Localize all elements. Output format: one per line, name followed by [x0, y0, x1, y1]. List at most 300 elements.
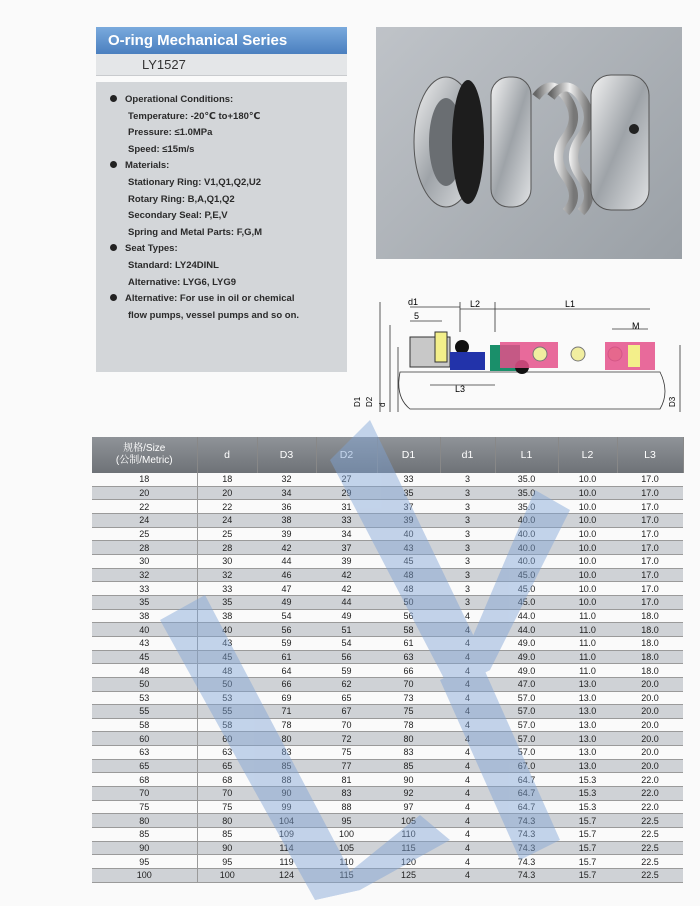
table-cell: 32: [197, 568, 257, 582]
table-cell: 4: [440, 691, 495, 705]
table-cell: 75: [197, 800, 257, 814]
table-row: [92, 595, 683, 609]
spec-panel: [96, 82, 347, 372]
table-cell: 53: [92, 691, 197, 705]
table-cell: 60: [92, 732, 197, 746]
table-cell: 99: [257, 800, 316, 814]
table-cell: 22.0: [617, 787, 683, 801]
table-cell: 92: [377, 787, 440, 801]
label-m: M: [632, 321, 640, 331]
product-photo: [376, 27, 682, 259]
table-row: [92, 473, 683, 486]
table-cell: 4: [440, 732, 495, 746]
table-cell: 35: [377, 486, 440, 500]
table-cell: 45.0: [495, 582, 558, 596]
table-cell: 57.0: [495, 732, 558, 746]
table-cell: 15.7: [558, 841, 617, 855]
table-cell: 73: [377, 691, 440, 705]
table-cell: 47.0: [495, 677, 558, 691]
table-cell: 83: [316, 787, 377, 801]
spec-text: Rotary Ring: B,A,Q1,Q2: [128, 193, 235, 205]
table-cell: 48: [377, 582, 440, 596]
table-cell: 37: [377, 500, 440, 514]
table-cell: 80: [92, 814, 197, 828]
table-cell: 4: [440, 718, 495, 732]
col-D1: D1: [377, 437, 440, 473]
table-cell: 4: [440, 746, 495, 760]
table-cell: 13.0: [558, 677, 617, 691]
table-cell: 51: [316, 623, 377, 637]
table-cell: 35.0: [495, 486, 558, 500]
table-cell: 74.3: [495, 814, 558, 828]
spec-text: Materials:: [125, 160, 170, 172]
table-cell: 24: [197, 513, 257, 527]
table-cell: 22.5: [617, 855, 683, 869]
table-row: [92, 828, 683, 842]
table-cell: 22.0: [617, 773, 683, 787]
table-cell: 105: [377, 814, 440, 828]
table-cell: 20.0: [617, 732, 683, 746]
col-D2: D2: [316, 437, 377, 473]
table-cell: 32: [257, 473, 316, 486]
table-cell: 17.0: [617, 582, 683, 596]
seal-photo-illustration: [376, 27, 682, 259]
table-cell: 13.0: [558, 746, 617, 760]
table-cell: 57.0: [495, 718, 558, 732]
spec-text: flow pumps, vessel pumps and so on.: [128, 309, 300, 321]
table-cell: 4: [440, 800, 495, 814]
label-5: 5: [414, 311, 420, 321]
table-cell: 4: [440, 759, 495, 773]
bullet-icon: [110, 244, 117, 251]
table-cell: 46: [257, 568, 316, 582]
table-cell: 20: [92, 486, 197, 500]
table-cell: 27: [316, 473, 377, 486]
table-cell: 90: [92, 841, 197, 855]
table-row: [92, 855, 683, 869]
table-cell: 64.7: [495, 800, 558, 814]
table-cell: 72: [316, 732, 377, 746]
table-cell: 50: [92, 677, 197, 691]
table-cell: 33: [377, 473, 440, 486]
table-cell: 24: [92, 513, 197, 527]
spec-line: [110, 225, 347, 242]
table-cell: 4: [440, 677, 495, 691]
table-cell: 48: [377, 568, 440, 582]
table-cell: 25: [197, 527, 257, 541]
table-cell: 49: [316, 609, 377, 623]
table-cell: 110: [377, 828, 440, 842]
table-cell: 11.0: [558, 650, 617, 664]
table-cell: 90: [257, 787, 316, 801]
table-row: [92, 527, 683, 541]
table-cell: 45: [377, 554, 440, 568]
spec-text: Speed: ≤15m/s: [128, 143, 195, 155]
spec-text: Alternative: LYG6, LYG9: [128, 276, 237, 288]
spec-line: [110, 125, 347, 142]
table-cell: 18.0: [617, 623, 683, 637]
table-cell: 57.0: [495, 691, 558, 705]
table-cell: 40.0: [495, 541, 558, 555]
spec-text: Temperature: -20℃ to+180℃: [128, 110, 261, 122]
table-cell: 15.3: [558, 787, 617, 801]
table-cell: 48: [92, 664, 197, 678]
table-cell: 49.0: [495, 650, 558, 664]
table-cell: 78: [377, 718, 440, 732]
table-row: [92, 677, 683, 691]
table-cell: 67.0: [495, 759, 558, 773]
table-row: [92, 541, 683, 555]
table-cell: 70: [197, 787, 257, 801]
col-D3: D3: [257, 437, 316, 473]
table-cell: 33: [316, 513, 377, 527]
table-cell: 10.0: [558, 541, 617, 555]
table-cell: 10.0: [558, 527, 617, 541]
table-cell: 33: [197, 582, 257, 596]
table-cell: 17.0: [617, 473, 683, 486]
table-cell: 22.5: [617, 841, 683, 855]
table-cell: 78: [257, 718, 316, 732]
table-cell: 20.0: [617, 691, 683, 705]
table-cell: 80: [257, 732, 316, 746]
table-row: [92, 513, 683, 527]
spec-line: [110, 92, 347, 109]
table-cell: 61: [257, 650, 316, 664]
table-cell: 74.3: [495, 869, 558, 883]
table-cell: 3: [440, 473, 495, 486]
table-row: [92, 869, 683, 883]
table-cell: 90: [197, 841, 257, 855]
table-cell: 88: [316, 800, 377, 814]
table-cell: 49.0: [495, 664, 558, 678]
table-cell: 43: [197, 636, 257, 650]
table-cell: 80: [377, 732, 440, 746]
spec-text: Seat Types:: [125, 243, 178, 255]
spec-line: [110, 142, 347, 159]
table-cell: 40: [92, 623, 197, 637]
table-cell: 18.0: [617, 636, 683, 650]
table-cell: 35: [197, 595, 257, 609]
table-cell: 48: [197, 664, 257, 678]
table-cell: 18.0: [617, 650, 683, 664]
table-cell: 4: [440, 650, 495, 664]
table-cell: 71: [257, 705, 316, 719]
col-size: [92, 437, 197, 473]
table-cell: 15.3: [558, 800, 617, 814]
label-D1: D1: [353, 396, 362, 407]
table-cell: 40: [197, 623, 257, 637]
table-row: [92, 800, 683, 814]
table-cell: 77: [316, 759, 377, 773]
table-cell: 109: [257, 828, 316, 842]
table-cell: 17.0: [617, 568, 683, 582]
table-cell: 66: [377, 664, 440, 678]
bullet-icon: [110, 95, 117, 102]
table-header-row: [92, 437, 683, 473]
table-cell: 4: [440, 828, 495, 842]
table-cell: 17.0: [617, 500, 683, 514]
table-cell: 57.0: [495, 705, 558, 719]
table-cell: 35: [92, 595, 197, 609]
table-cell: 3: [440, 527, 495, 541]
table-cell: 100: [197, 869, 257, 883]
table-cell: 114: [257, 841, 316, 855]
table-cell: 59: [257, 636, 316, 650]
table-row: [92, 787, 683, 801]
table-row: [92, 609, 683, 623]
table-cell: 10.0: [558, 554, 617, 568]
spec-text: Pressure: ≤1.0MPa: [128, 127, 213, 139]
table-cell: 49: [257, 595, 316, 609]
table-cell: 61: [377, 636, 440, 650]
table-cell: 45: [92, 650, 197, 664]
table-cell: 10.0: [558, 486, 617, 500]
table-cell: 37: [316, 541, 377, 555]
table-cell: 3: [440, 595, 495, 609]
table-row: [92, 650, 683, 664]
table-cell: 90: [377, 773, 440, 787]
table-cell: 30: [92, 554, 197, 568]
table-cell: 39: [316, 554, 377, 568]
table-cell: 22: [197, 500, 257, 514]
table-cell: 66: [257, 677, 316, 691]
table-cell: 58: [92, 718, 197, 732]
table-cell: 28: [92, 541, 197, 555]
table-cell: 50: [197, 677, 257, 691]
table-cell: 10.0: [558, 513, 617, 527]
table-cell: 18.0: [617, 609, 683, 623]
table-cell: 58: [377, 623, 440, 637]
spec-line: [110, 208, 347, 225]
table-cell: 32: [92, 568, 197, 582]
table-cell: 38: [257, 513, 316, 527]
table-cell: 43: [92, 636, 197, 650]
table-cell: 57.0: [495, 746, 558, 760]
table-cell: 70: [377, 677, 440, 691]
table-cell: 65: [92, 759, 197, 773]
table-cell: 17.0: [617, 541, 683, 555]
label-D2: D2: [365, 396, 374, 407]
table-cell: 4: [440, 773, 495, 787]
table-cell: 55: [197, 705, 257, 719]
table-cell: 125: [377, 869, 440, 883]
table-cell: 22.0: [617, 800, 683, 814]
table-cell: 110: [316, 855, 377, 869]
table-cell: 67: [316, 705, 377, 719]
table-row: [92, 623, 683, 637]
table-cell: 85: [257, 759, 316, 773]
table-cell: 4: [440, 814, 495, 828]
table-row: [92, 814, 683, 828]
table-cell: 4: [440, 869, 495, 883]
table-cell: 63: [197, 746, 257, 760]
table-cell: 44: [316, 595, 377, 609]
table-cell: 40.0: [495, 513, 558, 527]
table-cell: 13.0: [558, 705, 617, 719]
table-cell: 4: [440, 609, 495, 623]
table-cell: 4: [440, 636, 495, 650]
bullet-icon: [110, 161, 117, 168]
table-cell: 42: [316, 582, 377, 596]
table-cell: 68: [92, 773, 197, 787]
table-cell: 69: [257, 691, 316, 705]
spec-line: [110, 291, 347, 308]
table-row: [92, 732, 683, 746]
spec-text: Stationary Ring: V1,Q1,Q2,U2: [128, 176, 262, 188]
table-cell: 15.3: [558, 773, 617, 787]
table-cell: 100: [92, 869, 197, 883]
table-cell: 36: [257, 500, 316, 514]
spec-line: [110, 308, 347, 325]
table-cell: 13.0: [558, 718, 617, 732]
table-cell: 95: [197, 855, 257, 869]
spec-text: Operational Conditions:: [125, 94, 234, 105]
table-cell: 54: [257, 609, 316, 623]
col-L2: L2: [558, 437, 617, 473]
table-cell: 17.0: [617, 595, 683, 609]
table-cell: 10.0: [558, 500, 617, 514]
table-cell: 59: [316, 664, 377, 678]
table-cell: 39: [257, 527, 316, 541]
table-cell: 22: [92, 500, 197, 514]
table-cell: 22.5: [617, 814, 683, 828]
table-cell: 50: [377, 595, 440, 609]
table-cell: 63: [92, 746, 197, 760]
table-cell: 18.0: [617, 664, 683, 678]
table-cell: 28: [197, 541, 257, 555]
table-cell: 4: [440, 855, 495, 869]
table-cell: 3: [440, 500, 495, 514]
table-cell: 39: [377, 513, 440, 527]
table-cell: 120: [377, 855, 440, 869]
table-cell: 85: [377, 759, 440, 773]
table-row: [92, 582, 683, 596]
label-l3: L3: [455, 384, 466, 394]
table-cell: 105: [316, 841, 377, 855]
table-cell: 95: [92, 855, 197, 869]
table-cell: 42: [316, 568, 377, 582]
table-row: [92, 486, 683, 500]
table-cell: 15.7: [558, 828, 617, 842]
table-cell: 60: [197, 732, 257, 746]
table-cell: 3: [440, 582, 495, 596]
table-cell: 65: [197, 759, 257, 773]
table-cell: 34: [316, 527, 377, 541]
table-cell: 35.0: [495, 500, 558, 514]
table-cell: 43: [377, 541, 440, 555]
table-cell: 4: [440, 841, 495, 855]
col-L3: L3: [617, 437, 683, 473]
table-row: [92, 705, 683, 719]
spec-text: Alternative: For use in oil or chemical: [125, 293, 295, 305]
table-cell: 13.0: [558, 759, 617, 773]
table-cell: 3: [440, 554, 495, 568]
table-cell: 56: [257, 623, 316, 637]
table-cell: 83: [377, 746, 440, 760]
spec-text: Standard: LY24DINL: [128, 259, 219, 271]
table-cell: 13.0: [558, 732, 617, 746]
table-cell: 44.0: [495, 623, 558, 637]
table-cell: 11.0: [558, 664, 617, 678]
table-cell: 17.0: [617, 527, 683, 541]
table-row: [92, 664, 683, 678]
table-cell: 25: [92, 527, 197, 541]
table-cell: 40.0: [495, 554, 558, 568]
table-cell: 18: [92, 473, 197, 486]
table-cell: 40: [377, 527, 440, 541]
spec-line: [110, 258, 347, 275]
table-cell: 70: [92, 787, 197, 801]
label-l1: L1: [565, 299, 576, 309]
table-cell: 20.0: [617, 705, 683, 719]
table-cell: 33: [92, 582, 197, 596]
table-cell: 15.7: [558, 869, 617, 883]
col-d: d: [197, 437, 257, 473]
spec-text: Spring and Metal Parts: F,G,M: [128, 226, 263, 238]
table-cell: 45.0: [495, 568, 558, 582]
table-row: [92, 500, 683, 514]
table-cell: 11.0: [558, 623, 617, 637]
table-cell: 88: [257, 773, 316, 787]
table-cell: 31: [316, 500, 377, 514]
table-cell: 44.0: [495, 609, 558, 623]
table-cell: 75: [377, 705, 440, 719]
table-cell: 74.3: [495, 828, 558, 842]
table-cell: 85: [197, 828, 257, 842]
table-row: [92, 636, 683, 650]
model-number: LY1527: [96, 54, 347, 76]
table-cell: 115: [316, 869, 377, 883]
table-cell: 35.0: [495, 473, 558, 486]
table-cell: 47: [257, 582, 316, 596]
spec-text: Secondary Seal: P,E,V: [128, 210, 228, 222]
table-cell: 10.0: [558, 568, 617, 582]
table-row: [92, 718, 683, 732]
table-cell: 4: [440, 705, 495, 719]
col-size-line1: 规格/Size: [123, 443, 166, 454]
spec-line: [110, 192, 347, 209]
table-cell: 54: [316, 636, 377, 650]
table-cell: 81: [316, 773, 377, 787]
table-cell: 40.0: [495, 527, 558, 541]
table-cell: 10.0: [558, 582, 617, 596]
table-cell: 22.5: [617, 869, 683, 883]
table-cell: 17.0: [617, 513, 683, 527]
table-cell: 20.0: [617, 746, 683, 760]
col-d1: d1: [440, 437, 495, 473]
spec-line: [110, 275, 347, 292]
table-cell: 18: [197, 473, 257, 486]
table-cell: 56: [316, 650, 377, 664]
table-cell: 3: [440, 541, 495, 555]
table-cell: 38: [197, 609, 257, 623]
table-cell: 58: [197, 718, 257, 732]
table-row: [92, 773, 683, 787]
spec-line: [110, 241, 347, 258]
table-cell: 97: [377, 800, 440, 814]
table-row: [92, 746, 683, 760]
table-cell: 75: [92, 800, 197, 814]
table-cell: 15.7: [558, 855, 617, 869]
table-cell: 44: [257, 554, 316, 568]
table-cell: 83: [257, 746, 316, 760]
table-cell: 20: [197, 486, 257, 500]
table-cell: 115: [377, 841, 440, 855]
table-cell: 56: [377, 609, 440, 623]
table-cell: 124: [257, 869, 316, 883]
table-cell: 45: [197, 650, 257, 664]
table-cell: 4: [440, 664, 495, 678]
